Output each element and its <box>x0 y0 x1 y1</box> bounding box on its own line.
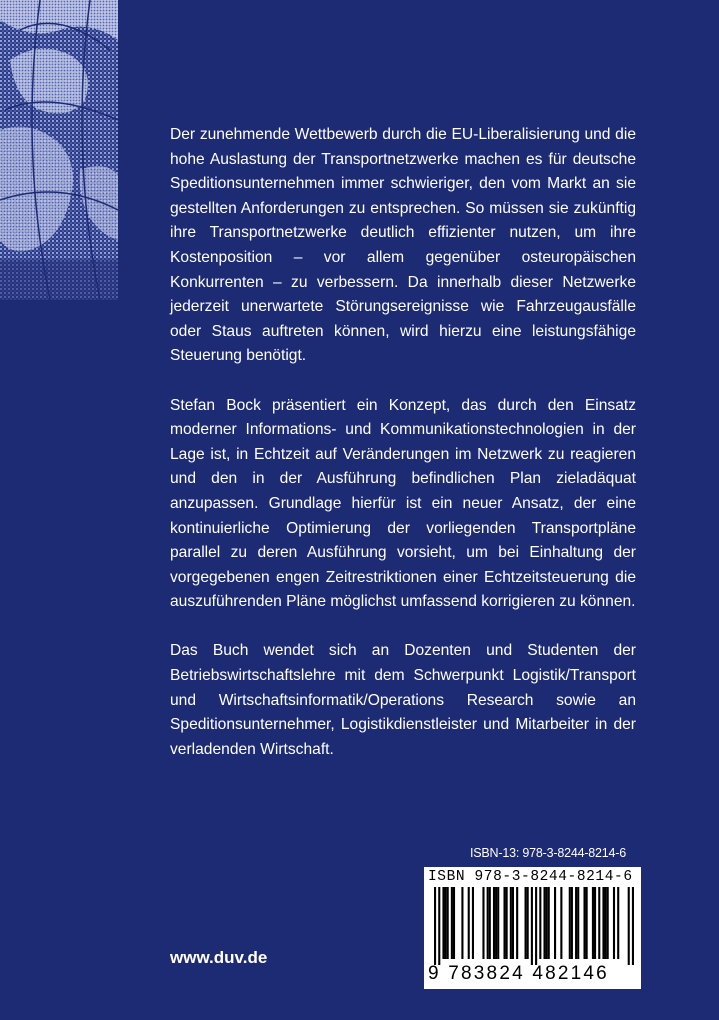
barcode-bar <box>503 887 505 959</box>
barcode-bar <box>592 887 594 959</box>
barcode-bar <box>451 887 453 959</box>
barcode-bar <box>482 887 484 959</box>
barcode-bar <box>607 887 609 959</box>
barcode-bar <box>512 887 514 959</box>
barcode-bar <box>560 887 562 959</box>
barcode-bar <box>468 887 470 959</box>
barcode-bar <box>525 887 527 959</box>
barcode-bar <box>539 887 541 959</box>
barcode-bar <box>493 887 495 959</box>
barcode-bar <box>527 887 529 959</box>
barcode-bar <box>535 887 537 965</box>
barcode-bar <box>447 887 449 959</box>
barcode-bar <box>577 887 579 959</box>
barcode-bar <box>495 887 497 959</box>
barcode-bar <box>516 887 518 959</box>
barcode-bar <box>489 887 491 959</box>
barcode-bar <box>617 887 619 959</box>
barcode-bar <box>546 887 548 959</box>
isbn-13-label: ISBN-13: 978-3-8244-8214-6 <box>470 846 627 860</box>
barcode-bar <box>632 887 634 965</box>
barcode-bar <box>598 887 600 959</box>
globe-image <box>0 0 118 300</box>
back-cover-blurb <box>170 123 636 787</box>
barcode-bar <box>434 887 436 965</box>
barcode-bar <box>554 887 556 959</box>
barcode-bar <box>583 887 585 959</box>
barcode-bar <box>571 887 573 959</box>
barcode-bars <box>434 887 634 965</box>
barcode-bar <box>543 887 545 959</box>
barcode-bar <box>613 887 615 959</box>
blurb-paragraph-1: Der zunehmende Wettbewerb durch die EU-Liberalisierung und die hohe Auslastung der Transportnetzwerke machen es für deutsche Speditionsunternehmen immer schwieriger, den vom Markt an sie gestellten Anforderungen zu entsprechen. So müssen sie zukünftig ihre Transportnetzwerke deutlich effizienter nutzen, um ihre Kostenposition – vor allem gegenüber osteuropäischen Konkurrenten – zu verbessern. Da innerhalb dieser Netzwerke jederzeit unerwartete Störungsereignisse wie Fahrzeugausfälle oder Staus auftreten können, wird hierzu eine leistungsfähige Steuerung benötigt. <box>170 126 636 365</box>
barcode-bar <box>472 887 474 959</box>
barcode-bar <box>548 887 550 959</box>
barcode-bar <box>497 887 499 959</box>
barcode-bar <box>602 887 604 959</box>
barcode-bar <box>531 887 533 965</box>
barcode-isbn-text: ISBN 978-3-8244-8214-6 <box>428 869 633 885</box>
barcode-bar <box>575 887 577 959</box>
publisher-website: www.duv.de <box>170 948 268 967</box>
barcode <box>424 867 641 989</box>
barcode-bar <box>510 887 512 959</box>
barcode-bar <box>594 887 596 959</box>
barcode-digits: 9 783824 482146 <box>428 963 609 984</box>
blurb-paragraph-3: Das Buch wendet sich an Dozenten und Studenten der Betriebswirtschaftslehre mit dem Schwerpunkt Logistik/Transport und Wirtschaftsinformatik/Operations Research sowie an Speditionsunternehmer, Logistikdienstleister und Mitarbeiter in der verladenden Wirtschaft. <box>170 642 636 758</box>
barcode-bar <box>453 887 455 959</box>
barcode-bar <box>442 887 444 959</box>
barcode-bar <box>487 887 489 959</box>
blurb-paragraph-2: Stefan Bock präsentiert ein Konzept, das durch den Einsatz moderner Informations- und Kommunikationstechnologien in der Lage ist, in Echtzeit auf Veränderungen im Netzwerk zu reagieren und den in der Ausführung befindlichen Plan zieladäquat anzupassen. Grundlage hierfür ist ein neuer Ansatz, der eine kontinuierliche Optimierung der vorliegenden Transportpläne parallel zu deren Ausführung vorsieht, um bei Einhaltung der vorgegebenen engen Zeitrestriktionen einer Echtzeitsteuerung die auszuführenden Pläne möglichst umfassend korrigieren zu können. <box>170 396 636 611</box>
barcode-bar <box>506 887 508 959</box>
barcode-bar <box>438 887 440 965</box>
barcode-bar <box>605 887 607 959</box>
barcode-bar <box>628 887 630 965</box>
barcode-bar <box>569 887 571 959</box>
barcode-bar <box>445 887 447 959</box>
barcode-bar <box>586 887 588 959</box>
barcode-bar <box>461 887 463 959</box>
